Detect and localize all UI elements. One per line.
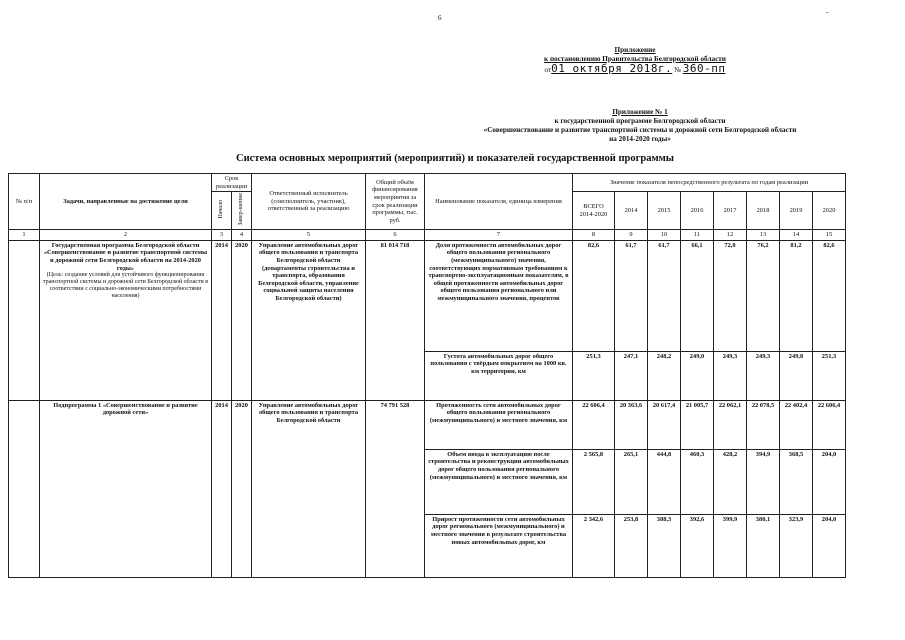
appendix-program-name: «Совершенствование и развитие транспортной системы и дорожной сети Белгородской области <box>483 126 797 134</box>
header-year-2018: 2018 <box>747 192 780 230</box>
row-number-cell <box>9 400 40 577</box>
appendix-date-line <box>480 64 790 75</box>
program-task-cell <box>40 240 212 400</box>
header-year-2015: 2015 <box>648 192 681 230</box>
table-row <box>9 240 846 351</box>
program-start: 2014 <box>212 240 232 400</box>
column-number: 15 <box>813 230 846 241</box>
indicator-value-2020: 204,0 <box>813 514 846 577</box>
appendix-program-ref: к государственной программе Белгородской области <box>554 117 726 125</box>
program-title: Государственная программа Белгородской области «Совершенствование и развитие транспортной системы и дорожной сети Белгородской области на 2014-2020 годы» <box>43 241 208 272</box>
header-year-2017: 2017 <box>714 192 747 230</box>
indicator-value-2019: 22 402,4 <box>780 400 813 449</box>
column-number: 11 <box>681 230 714 241</box>
column-number: 2 <box>40 230 212 241</box>
column-number: 6 <box>366 230 425 241</box>
indicator-value-2019: 368,5 <box>780 449 813 514</box>
program-responsible: Управление автомобильных дорог общего пользования и транспорта Белгородской области (департаменты строительства и транспорта, образования Белгородской области, управление социальной защиты населения Белгородской области) <box>252 240 366 400</box>
indicators-table <box>8 173 846 578</box>
indicator-value-2016: 66,1 <box>681 240 714 351</box>
indicator-value-2015: 444,8 <box>648 449 681 514</box>
header-end <box>232 192 252 230</box>
indicator-value-2014: 61,7 <box>615 240 648 351</box>
column-number: 4 <box>232 230 252 241</box>
indicator-value-2014: 265,1 <box>615 449 648 514</box>
corner-mark: - <box>826 8 829 16</box>
page-number: 6 <box>438 14 442 22</box>
appendix-label: Приложение <box>614 46 656 54</box>
header-start <box>212 192 232 230</box>
header-values: Значение показателя непосредственного результата по годам реализации <box>573 174 846 192</box>
indicator-value-total: 2 565,8 <box>573 449 615 514</box>
column-number: 12 <box>714 230 747 241</box>
appendix-program-block <box>440 108 840 144</box>
indicator-value-2015: 388,3 <box>648 514 681 577</box>
indicator-value-2018: 249,3 <box>747 351 780 400</box>
indicator-value-2016: 460,3 <box>681 449 714 514</box>
row-number-cell <box>9 240 40 400</box>
indicator-value-total: 82,6 <box>573 240 615 351</box>
indicator-value-2020: 22 606,4 <box>813 400 846 449</box>
column-number-row <box>9 230 846 241</box>
column-number: 7 <box>425 230 573 241</box>
indicator-value-total: 251,3 <box>573 351 615 400</box>
indicator-value-2017: 72,0 <box>714 240 747 351</box>
indicator-value-2016: 21 005,7 <box>681 400 714 449</box>
indicator-value-2015: 248,2 <box>648 351 681 400</box>
program-funding: 81 014 718 <box>366 240 425 400</box>
header-tasks: Задачи, направленные на достижение цели <box>40 174 212 230</box>
column-number: 10 <box>648 230 681 241</box>
indicator-value-2016: 249,0 <box>681 351 714 400</box>
header-funding: Общий объём финансирования мероприятия за срок реализации программы, тыс. руб. <box>366 174 425 230</box>
indicator-value-2019: 323,9 <box>780 514 813 577</box>
appendix-program-period: на 2014-2020 годы» <box>609 135 671 143</box>
indicator-value-2019: 81,2 <box>780 240 813 351</box>
header-year-2019: 2019 <box>780 192 813 230</box>
indicator-name: Протяженность сети автомобильных дорог общего пользования регионального (межмуниципального) и местного значения, км <box>425 400 573 449</box>
resolution-date: 01 октября 2018г. <box>551 62 673 75</box>
indicator-value-2017: 249,3 <box>714 351 747 400</box>
column-number: 9 <box>615 230 648 241</box>
indicator-value-2020: 82,6 <box>813 240 846 351</box>
header-year-2016: 2016 <box>681 192 714 230</box>
column-number: 1 <box>9 230 40 241</box>
indicator-value-2017: 428,2 <box>714 449 747 514</box>
appendix-resolution-block <box>480 46 790 75</box>
indicator-name: Густота автомобильных дорог общего пользования с твёрдым покрытием на 1000 кв. км территории, км <box>425 351 573 400</box>
indicator-value-2018: 380,1 <box>747 514 780 577</box>
column-number: 8 <box>573 230 615 241</box>
indicator-value-2017: 22 062,1 <box>714 400 747 449</box>
indicator-value-2015: 20 617,4 <box>648 400 681 449</box>
appendix-program-label: Приложение № 1 <box>612 108 668 116</box>
indicator-value-2018: 394,9 <box>747 449 780 514</box>
page-title: Система основных мероприятий (мероприятий) и показателей государственной программы <box>236 153 674 164</box>
header-year-2020: 2020 <box>813 192 846 230</box>
subprogram-title: Подпрограмма 1 «Совершенствование и развитие дорожной сети» <box>40 400 212 577</box>
subprogram-start: 2014 <box>212 400 232 577</box>
indicator-name: Объем ввода в эксплуатацию после строительства и реконструкции автомобильных дорог общего пользования регионального (межмуниципального) и местного значения, км <box>425 449 573 514</box>
indicator-value-2018: 22 078,5 <box>747 400 780 449</box>
program-goal: (Цель: создание условий для устойчивого функционирования транспортной системы и дорожной сети Белгородской области в соответствии с социально-экономическими потребностями населения) <box>42 272 209 300</box>
indicator-value-2019: 249,8 <box>780 351 813 400</box>
resolution-number: 360-пп <box>682 62 726 75</box>
appendix-resolution-ref: к постановлению Правительства Белгородской области <box>544 55 726 63</box>
header-num: № п/п <box>9 174 40 230</box>
indicator-name: Доля протяженности автомобильных дорог общего пользования регионального (межмуниципального) значения, соответствующих нормативным требованиям к транспортно-эксплуатационным показателям, в общей протяженности автомобильных дорог общего пользования регионального или межмуниципального значения, процентов <box>425 240 573 351</box>
header-end-text: Завер-шение <box>237 193 244 226</box>
indicator-value-total: 2 342,6 <box>573 514 615 577</box>
column-number: 14 <box>780 230 813 241</box>
column-number: 3 <box>212 230 232 241</box>
header-start-text: Начало <box>217 200 224 219</box>
header-responsible: Ответственный исполнитель (соисполнитель, участник), ответственный за реализацию <box>252 174 366 230</box>
indicator-name: Прирост протяженности сети автомобильных дорог регионального (межмуниципального) и местного значения в результате строительства новых автомобильных дорог, км <box>425 514 573 577</box>
indicator-value-2014: 253,8 <box>615 514 648 577</box>
header-total: ВСЕГО 2014-2020 <box>573 192 615 230</box>
subprogram-funding: 74 791 528 <box>366 400 425 577</box>
indicator-value-2014: 247,1 <box>615 351 648 400</box>
indicator-value-2020: 251,3 <box>813 351 846 400</box>
header-term: Срок реализации <box>212 174 252 192</box>
indicator-value-2020: 204,0 <box>813 449 846 514</box>
subprogram-end: 2020 <box>232 400 252 577</box>
indicator-value-2018: 76,2 <box>747 240 780 351</box>
subprogram-responsible: Управление автомобильных дорог общего пользования и транспорта Белгородской области <box>252 400 366 577</box>
column-number: 13 <box>747 230 780 241</box>
date-prefix: от <box>544 66 552 74</box>
number-prefix: № <box>674 66 681 74</box>
indicator-value-total: 22 606,4 <box>573 400 615 449</box>
indicator-value-2015: 61,7 <box>648 240 681 351</box>
table-row <box>9 400 846 449</box>
indicator-value-2016: 392,6 <box>681 514 714 577</box>
indicator-value-2014: 20 363,6 <box>615 400 648 449</box>
column-number: 5 <box>252 230 366 241</box>
program-end: 2020 <box>232 240 252 400</box>
header-indicator: Наименование показателя, единица измерения <box>425 174 573 230</box>
header-row-1 <box>9 174 846 192</box>
indicator-value-2017: 399,9 <box>714 514 747 577</box>
header-year-2014: 2014 <box>615 192 648 230</box>
